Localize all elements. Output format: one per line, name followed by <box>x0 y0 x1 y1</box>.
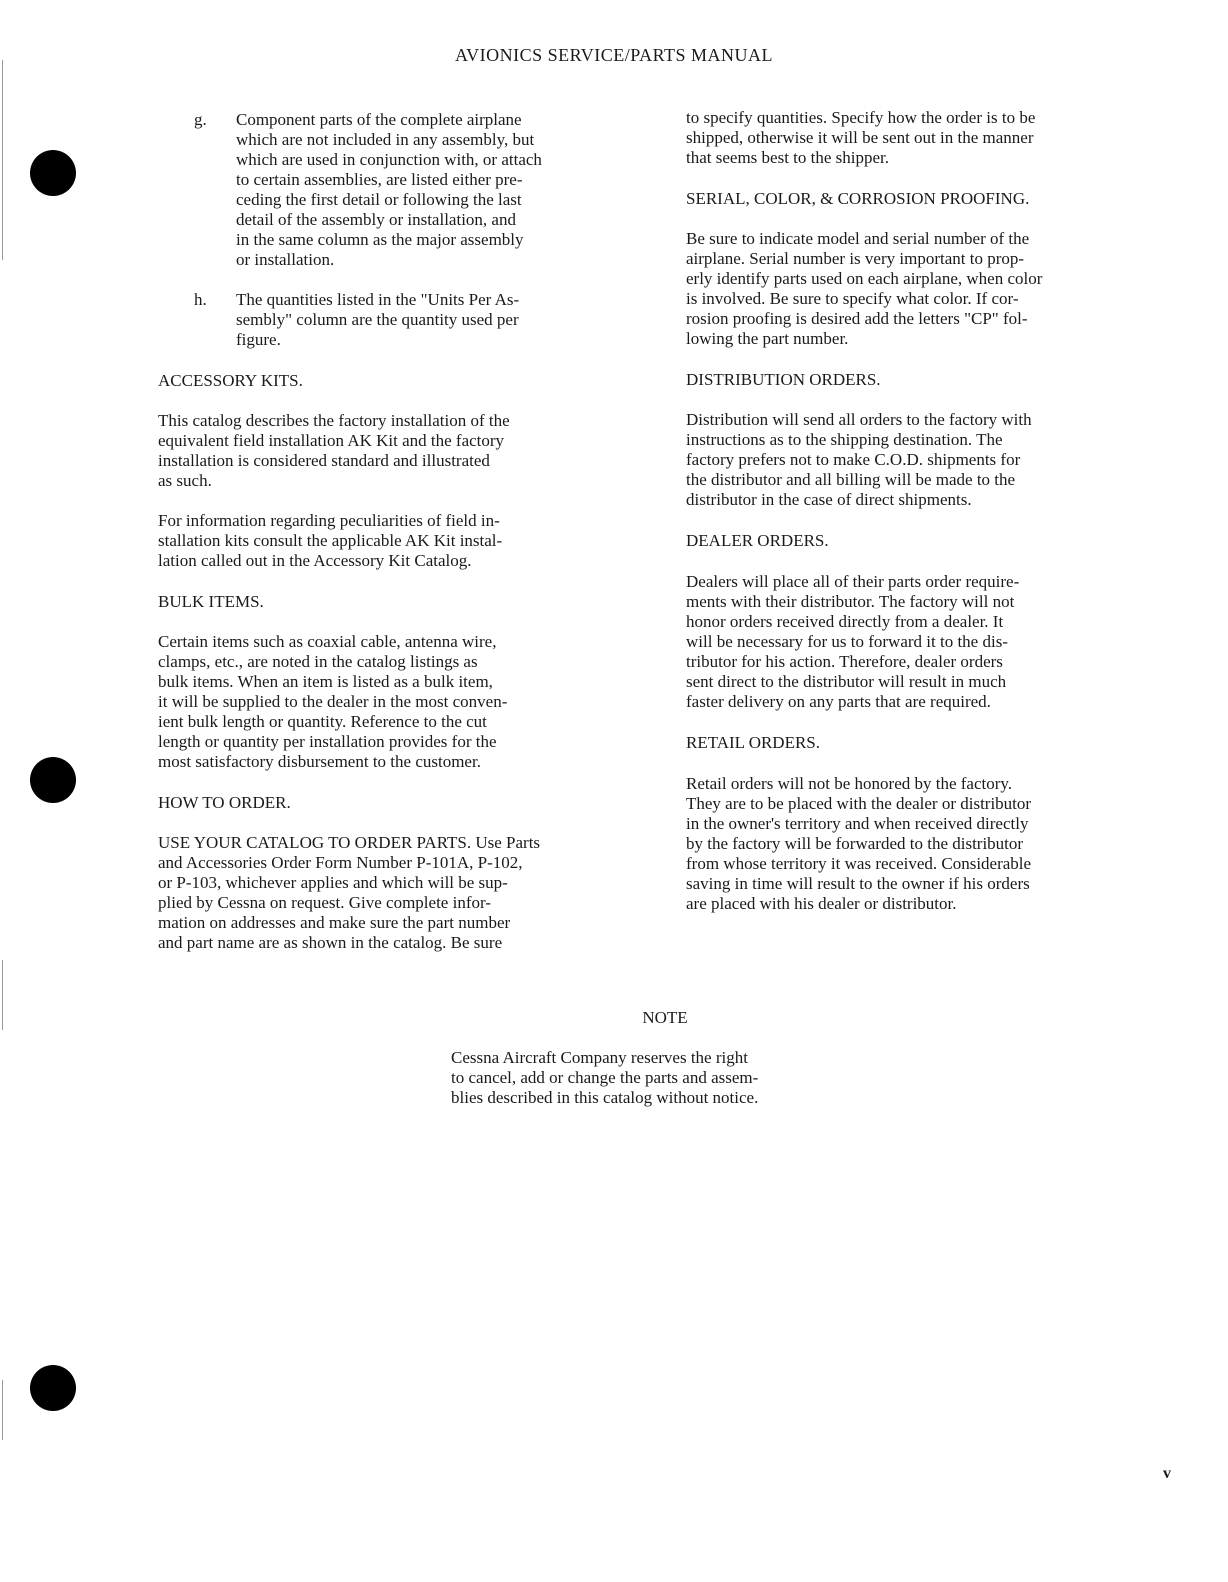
text-line: instructions as to the shipping destination. The <box>686 430 1003 449</box>
text-line: it will be supplied to the dealer in the most conven- <box>158 692 508 711</box>
paragraph <box>158 511 648 571</box>
text-line: Certain items such as coaxial cable, antenna wire, <box>158 632 497 651</box>
paragraph <box>158 411 648 491</box>
note-title: NOTE <box>642 1008 688 1027</box>
scan-edge-mark <box>2 60 3 260</box>
text-line: as such. <box>158 471 212 490</box>
paragraph <box>686 572 1166 712</box>
list-item-h <box>158 290 648 350</box>
text-line: rosion proofing is desired add the letters "CP" fol- <box>686 309 1028 328</box>
text-line: Distribution will send all orders to the factory with <box>686 410 1032 429</box>
text-line: which are used in conjunction with, or attach <box>236 150 542 169</box>
text-line: figure. <box>236 330 281 349</box>
punch-hole <box>30 1365 76 1411</box>
text-line: to cancel, add or change the parts and assem- <box>451 1068 759 1087</box>
text-line: ments with their distributor. The factory will not <box>686 592 1015 611</box>
text-line: in the same column as the major assembly <box>236 230 524 249</box>
text-line: are placed with his dealer or distributor. <box>686 894 957 913</box>
text-line: that seems best to the shipper. <box>686 148 890 167</box>
text-line: and part name are as shown in the catalog. Be sure <box>158 933 503 952</box>
text-line: Dealers will place all of their parts order require- <box>686 572 1020 591</box>
text-line: stallation kits consult the applicable AK Kit instal- <box>158 531 503 550</box>
text-line: shipped, otherwise it will be sent out in the manner <box>686 128 1034 147</box>
note-text <box>451 1048 871 1108</box>
text-line: equivalent field installation AK Kit and the factory <box>158 431 505 450</box>
text-line: mation on addresses and make sure the part number <box>158 913 511 932</box>
text-line: is involved. Be sure to specify what color. If cor- <box>686 289 1019 308</box>
text-line: to specify quantities. Specify how the order is to be <box>686 108 1036 127</box>
left-column <box>158 110 648 953</box>
text-line: in the owner's territory and when received directly <box>686 814 1029 833</box>
text-line: tributor for his action. Therefore, dealer orders <box>686 652 1003 671</box>
text-line: and Accessories Order Form Number P-101A, P-102, <box>158 853 523 872</box>
text-line: clamps, etc., are noted in the catalog listings as <box>158 652 478 671</box>
text-line: bulk items. When an item is listed as a bulk item, <box>158 672 493 691</box>
text-line: Retail orders will not be honored by the factory. <box>686 774 1013 793</box>
text-line: lation called out in the Accessory Kit Catalog. <box>158 551 472 570</box>
text-line: the distributor and all billing will be made to the <box>686 470 1016 489</box>
text-line: to certain assemblies, are listed either pre- <box>236 170 523 189</box>
text-line: or installation. <box>236 250 335 269</box>
punch-hole <box>30 150 76 196</box>
text-line: airplane. Serial number is very important to prop- <box>686 249 1025 268</box>
list-marker: g. <box>194 110 207 129</box>
section-heading-accessory-kits: ACCESSORY KITS. <box>158 371 303 390</box>
text-line: most satisfactory disbursement to the customer. <box>158 752 481 771</box>
section-heading-how-to-order: HOW TO ORDER. <box>158 793 291 812</box>
text-line: The quantities listed in the "Units Per As- <box>236 290 520 309</box>
text-line: factory prefers not to make C.O.D. shipments for <box>686 450 1021 469</box>
text-line: which are not included in any assembly, but <box>236 130 535 149</box>
text-line: sent direct to the distributor will result in much <box>686 672 1007 691</box>
text-line: length or quantity per installation provides for the <box>158 732 497 751</box>
text-line: Cessna Aircraft Company reserves the right <box>451 1048 748 1067</box>
text-line: ceding the first detail or following the last <box>236 190 522 209</box>
list-marker: h. <box>194 290 207 309</box>
text-line: or P-103, whichever applies and which will be sup- <box>158 873 508 892</box>
section-heading-dealer-orders: DEALER ORDERS. <box>686 531 829 550</box>
text-line: lowing the part number. <box>686 329 849 348</box>
section-heading-serial-color: SERIAL, COLOR, & CORROSION PROOFING. <box>686 189 1030 208</box>
text-line: USE YOUR CATALOG TO ORDER PARTS. Use Parts <box>158 833 541 852</box>
scan-edge-mark <box>2 1380 3 1440</box>
text-line: This catalog describes the factory installation of the <box>158 411 510 430</box>
paragraph <box>686 410 1166 510</box>
right-column <box>686 108 1166 914</box>
text-line: erly identify parts used on each airplane, when color <box>686 269 1043 288</box>
text-line: from whose territory it was received. Considerable <box>686 854 1032 873</box>
text-line: They are to be placed with the dealer or distributor <box>686 794 1032 813</box>
text-line: Component parts of the complete airplane <box>236 110 522 129</box>
text-line: plied by Cessna on request. Give complete infor- <box>158 893 491 912</box>
paragraph <box>158 632 648 772</box>
section-heading-bulk-items: BULK ITEMS. <box>158 592 264 611</box>
section-heading-retail-orders: RETAIL ORDERS. <box>686 733 821 752</box>
paragraph <box>686 774 1166 914</box>
text-line: sembly" column are the quantity used per <box>236 310 519 329</box>
paragraph <box>158 833 648 953</box>
text-line: detail of the assembly or installation, and <box>236 210 516 229</box>
page-header: AVIONICS SERVICE/PARTS MANUAL <box>454 45 774 65</box>
text-line: saving in time will result to the owner if his orders <box>686 874 1030 893</box>
paragraph <box>686 229 1166 349</box>
text-line: will be necessary for us to forward it to the dis- <box>686 632 1008 651</box>
paragraph <box>686 108 1166 168</box>
text-line: distributor in the case of direct shipments. <box>686 490 972 509</box>
text-line: ient bulk length or quantity. Reference to the cut <box>158 712 487 731</box>
text-line: For information regarding peculiarities of field in- <box>158 511 500 530</box>
text-line: Be sure to indicate model and serial number of the <box>686 229 1030 248</box>
text-line: honor orders received directly from a dealer. It <box>686 612 1004 631</box>
text-line: installation is considered standard and illustrated <box>158 451 490 470</box>
section-heading-distribution-orders: DISTRIBUTION ORDERS. <box>686 370 881 389</box>
page-number: v <box>1163 1465 1171 1482</box>
text-line: faster delivery on any parts that are required. <box>686 692 991 711</box>
punch-hole <box>30 757 76 803</box>
text-line: by the factory will be forwarded to the distributor <box>686 834 1024 853</box>
text-line: blies described in this catalog without notice. <box>451 1088 759 1107</box>
list-item-g <box>158 110 648 270</box>
